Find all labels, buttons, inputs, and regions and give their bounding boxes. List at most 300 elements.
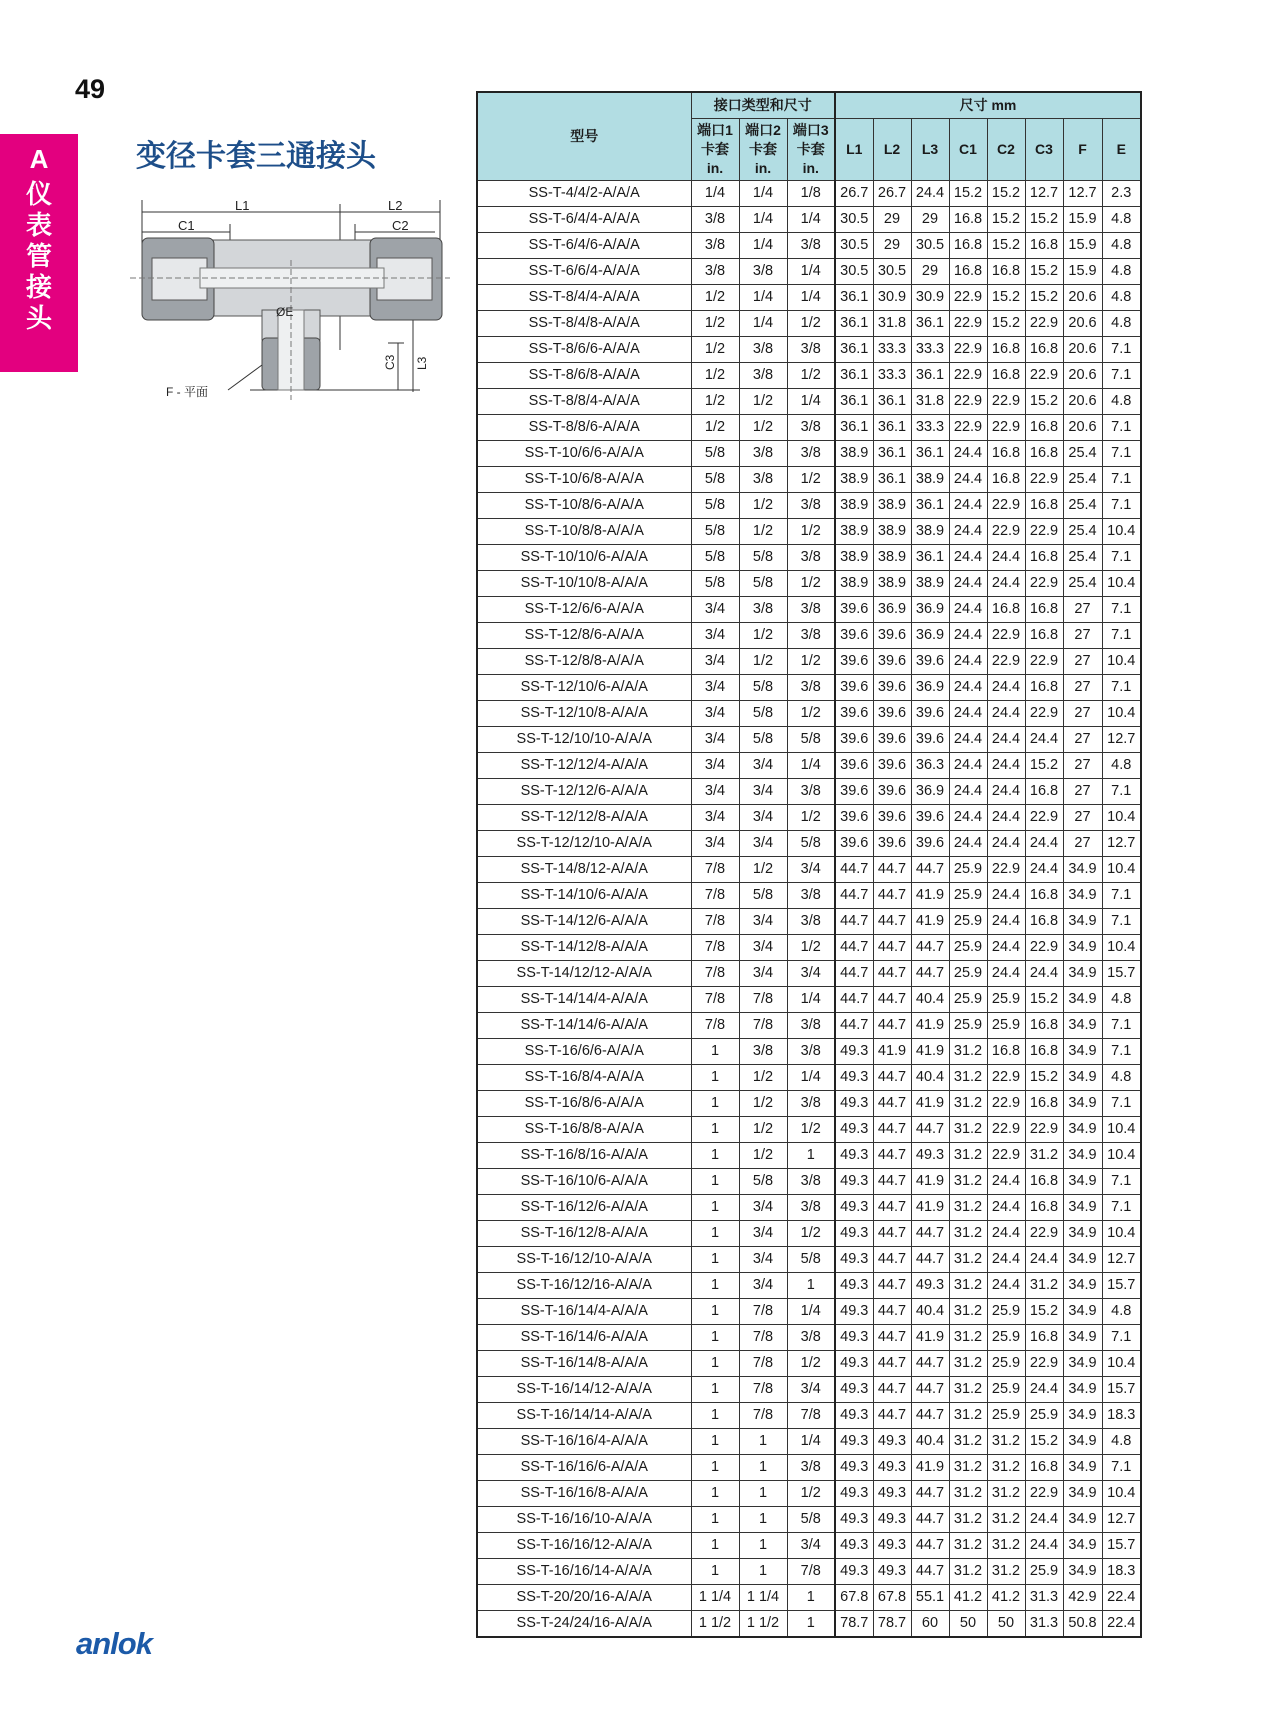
dimension-cell: 49.3 — [835, 1195, 873, 1221]
dimension-cell: 34.9 — [1063, 1533, 1102, 1559]
table-row — [477, 753, 1141, 779]
dimension-cell: 41.9 — [873, 1039, 911, 1065]
dimension-cell: 27 — [1063, 727, 1102, 753]
dimension-cell: 2.3 — [1102, 181, 1141, 207]
dimension-cell: 44.7 — [873, 987, 911, 1013]
port-header-unit: in. — [802, 160, 819, 176]
dimension-cell: 24.4 — [949, 467, 987, 493]
dimension-cell: 39.6 — [873, 649, 911, 675]
dimension-cell: 30.5 — [835, 259, 873, 285]
dimension-cell: 41.9 — [911, 1195, 949, 1221]
table-row — [477, 597, 1141, 623]
port-size-cell: 3/4 — [739, 1221, 787, 1247]
table-body — [477, 181, 1141, 1638]
dimension-cell: 16.8 — [1025, 597, 1063, 623]
port-size-cell: 3/4 — [691, 753, 739, 779]
port-header-type: 卡套 — [749, 141, 777, 157]
dimension-cell: 25.9 — [949, 1013, 987, 1039]
dimension-cell: 31.2 — [949, 1299, 987, 1325]
dimension-cell: 10.4 — [1102, 935, 1141, 961]
dimension-cell: 25.9 — [987, 1377, 1025, 1403]
table-row — [477, 1247, 1141, 1273]
dimension-cell: 36.9 — [873, 597, 911, 623]
dimension-cell: 44.7 — [835, 857, 873, 883]
port-size-cell: 5/8 — [739, 545, 787, 571]
dimension-cell: 12.7 — [1102, 831, 1141, 857]
model-header: 型号 — [477, 92, 691, 181]
port-header-3 — [787, 119, 835, 181]
dimension-cell: 22.9 — [949, 285, 987, 311]
table-row — [477, 1507, 1141, 1533]
dimension-cell: 26.7 — [873, 181, 911, 207]
dimension-cell: 41.9 — [911, 909, 949, 935]
port-size-cell: 1/2 — [787, 1351, 835, 1377]
port-size-cell: 1 — [691, 1481, 739, 1507]
dimension-cell: 31.2 — [949, 1065, 987, 1091]
dimension-cell: 25.9 — [987, 987, 1025, 1013]
port-size-cell: 5/8 — [691, 441, 739, 467]
port-size-cell: 7/8 — [739, 1013, 787, 1039]
dimension-cell: 44.7 — [835, 961, 873, 987]
dimension-cell: 25.9 — [987, 1299, 1025, 1325]
dimension-cell: 41.9 — [911, 1091, 949, 1117]
dimension-cell: 33.3 — [873, 363, 911, 389]
dimension-cell: 22.9 — [1025, 1351, 1063, 1377]
port-size-cell: 1 — [691, 1403, 739, 1429]
port-size-cell: 1/4 — [739, 311, 787, 337]
table-row — [477, 519, 1141, 545]
dimension-cell: 10.4 — [1102, 1117, 1141, 1143]
dimension-cell: 44.7 — [873, 1143, 911, 1169]
dimension-cell: 34.9 — [1063, 1299, 1102, 1325]
dimension-cell: 16.8 — [1025, 1325, 1063, 1351]
dimension-cell: 44.7 — [911, 1403, 949, 1429]
dimension-cell: 30.9 — [911, 285, 949, 311]
port-size-cell: 7/8 — [691, 987, 739, 1013]
dimension-cell: 34.9 — [1063, 1403, 1102, 1429]
dimension-cell: 24.4 — [987, 675, 1025, 701]
model-cell: SS-T-14/12/8-A/A/A — [477, 935, 691, 961]
model-cell: SS-T-8/4/8-A/A/A — [477, 311, 691, 337]
table-row — [477, 1429, 1141, 1455]
dimension-cell: 4.8 — [1102, 311, 1141, 337]
model-cell: SS-T-8/6/6-A/A/A — [477, 337, 691, 363]
dimension-cell: 4.8 — [1102, 753, 1141, 779]
label-L2: L2 — [388, 200, 403, 213]
dimension-cell: 39.6 — [873, 701, 911, 727]
dimension-cell: 31.2 — [949, 1403, 987, 1429]
dimension-cell: 34.9 — [1063, 857, 1102, 883]
dimension-cell: 49.3 — [835, 1273, 873, 1299]
table-row — [477, 1221, 1141, 1247]
dimension-cell: 49.3 — [835, 1429, 873, 1455]
port-size-cell: 1 — [691, 1377, 739, 1403]
port-size-cell: 3/8 — [787, 415, 835, 441]
dimension-cell: 7.1 — [1102, 675, 1141, 701]
dimension-cell: 44.7 — [873, 1299, 911, 1325]
dim-header-c1: C1 — [949, 119, 987, 181]
dimension-cell: 26.7 — [835, 181, 873, 207]
port-size-cell: 5/8 — [691, 519, 739, 545]
dimension-cell: 16.8 — [1025, 415, 1063, 441]
dimension-cell: 25.9 — [987, 1013, 1025, 1039]
dimension-cell: 31.2 — [949, 1559, 987, 1585]
dimension-cell: 7.1 — [1102, 1455, 1141, 1481]
table-row — [477, 1091, 1141, 1117]
model-cell: SS-T-10/10/6-A/A/A — [477, 545, 691, 571]
model-cell: SS-T-8/8/6-A/A/A — [477, 415, 691, 441]
port-size-cell: 1/2 — [739, 415, 787, 441]
model-cell: SS-T-16/6/6-A/A/A — [477, 1039, 691, 1065]
port-size-cell: 1/4 — [787, 987, 835, 1013]
label-E: ØE — [276, 305, 294, 319]
dimension-cell: 41.9 — [911, 883, 949, 909]
port-size-cell: 1/2 — [691, 311, 739, 337]
port-size-cell: 1 — [691, 1455, 739, 1481]
dimension-cell: 24.4 — [987, 961, 1025, 987]
port-size-cell: 1/2 — [739, 1117, 787, 1143]
dimension-cell: 12.7 — [1102, 1247, 1141, 1273]
port-size-cell: 1 — [739, 1533, 787, 1559]
dimension-cell: 34.9 — [1063, 987, 1102, 1013]
dimension-cell: 44.7 — [873, 1117, 911, 1143]
dimension-cell: 16.8 — [987, 597, 1025, 623]
port-size-cell: 3/8 — [787, 1039, 835, 1065]
port-size-cell: 3/4 — [787, 961, 835, 987]
dimension-cell: 44.7 — [873, 883, 911, 909]
model-cell: SS-T-10/8/8-A/A/A — [477, 519, 691, 545]
dimension-cell: 16.8 — [1025, 779, 1063, 805]
port-size-cell: 1 — [691, 1299, 739, 1325]
dimension-cell: 49.3 — [835, 1377, 873, 1403]
dimension-cell: 27 — [1063, 805, 1102, 831]
port-size-cell: 1/2 — [787, 1221, 835, 1247]
dimension-cell: 39.6 — [873, 675, 911, 701]
dimension-cell: 31.2 — [949, 1533, 987, 1559]
port-size-cell: 1 — [691, 1325, 739, 1351]
port-size-cell: 1/4 — [787, 753, 835, 779]
dimension-cell: 34.9 — [1063, 1429, 1102, 1455]
dimension-cell: 16.8 — [949, 207, 987, 233]
dimension-cell: 49.3 — [835, 1117, 873, 1143]
port-size-cell: 1 — [787, 1611, 835, 1638]
port-size-cell: 1/4 — [691, 181, 739, 207]
table-row — [477, 311, 1141, 337]
port-header-name: 端口3 — [792, 122, 829, 138]
port-size-cell: 5/8 — [787, 1247, 835, 1273]
fitting-drawing — [130, 200, 450, 440]
dimension-cell: 34.9 — [1063, 1039, 1102, 1065]
port-size-cell: 1 — [691, 1221, 739, 1247]
dimension-cell: 38.9 — [911, 571, 949, 597]
port-size-cell: 1 — [691, 1065, 739, 1091]
table-row — [477, 935, 1141, 961]
port-size-cell: 1/4 — [787, 207, 835, 233]
dimension-cell: 31.2 — [949, 1221, 987, 1247]
dimension-cell: 7.1 — [1102, 363, 1141, 389]
table-row — [477, 1195, 1141, 1221]
table-row — [477, 571, 1141, 597]
dimension-cell: 25.4 — [1063, 441, 1102, 467]
dimension-cell: 40.4 — [911, 987, 949, 1013]
dimension-cell: 22.9 — [1025, 701, 1063, 727]
dimension-cell: 39.6 — [911, 831, 949, 857]
dimension-cell: 24.4 — [949, 831, 987, 857]
dimension-cell: 15.2 — [1025, 285, 1063, 311]
table-row — [477, 233, 1141, 259]
port-size-cell: 3/8 — [739, 337, 787, 363]
dimension-cell: 34.9 — [1063, 1065, 1102, 1091]
dimension-cell: 34.9 — [1063, 1143, 1102, 1169]
model-cell: SS-T-16/16/8-A/A/A — [477, 1481, 691, 1507]
port-header-2 — [739, 119, 787, 181]
dimension-cell: 25.9 — [949, 857, 987, 883]
dimension-cell: 31.2 — [949, 1143, 987, 1169]
dimension-cell: 15.2 — [987, 181, 1025, 207]
dimension-cell: 24.4 — [1025, 857, 1063, 883]
dimension-cell: 39.6 — [835, 831, 873, 857]
table-row — [477, 805, 1141, 831]
dimension-cell: 15.2 — [1025, 207, 1063, 233]
dimension-cell: 36.9 — [911, 779, 949, 805]
dimension-cell: 30.9 — [873, 285, 911, 311]
port-size-cell: 1/2 — [739, 1091, 787, 1117]
port-group-header: 接口类型和尺寸 — [691, 92, 835, 119]
port-size-cell: 7/8 — [787, 1559, 835, 1585]
port-size-cell: 1/2 — [787, 1481, 835, 1507]
dimension-cell: 44.7 — [911, 1351, 949, 1377]
port-size-cell: 1 — [691, 1143, 739, 1169]
port-size-cell: 3/8 — [787, 623, 835, 649]
dimension-cell: 22.9 — [949, 415, 987, 441]
table-row — [477, 415, 1141, 441]
dimension-cell: 25.4 — [1063, 571, 1102, 597]
dimension-cell: 24.4 — [987, 701, 1025, 727]
dimension-cell: 36.1 — [911, 441, 949, 467]
dimension-cell: 36.1 — [911, 363, 949, 389]
port-size-cell: 1/4 — [739, 207, 787, 233]
dimension-cell: 31.2 — [1025, 1273, 1063, 1299]
port-size-cell: 3/4 — [787, 1377, 835, 1403]
dimension-cell: 22.9 — [987, 493, 1025, 519]
dimension-cell: 39.6 — [835, 701, 873, 727]
port-size-cell: 1/4 — [739, 285, 787, 311]
port-size-cell: 5/8 — [691, 493, 739, 519]
model-cell: SS-T-16/14/14-A/A/A — [477, 1403, 691, 1429]
dimension-cell: 31.2 — [949, 1377, 987, 1403]
dimension-cell: 25.9 — [949, 935, 987, 961]
dimension-cell: 25.4 — [1063, 493, 1102, 519]
port-size-cell: 3/8 — [787, 597, 835, 623]
port-size-cell: 3/8 — [739, 1039, 787, 1065]
port-size-cell: 7/8 — [691, 909, 739, 935]
dim-header-l3: L3 — [911, 119, 949, 181]
port-header-1 — [691, 119, 739, 181]
dimension-cell: 15.2 — [1025, 1299, 1063, 1325]
label-C1: C1 — [178, 218, 195, 233]
model-cell: SS-T-10/6/6-A/A/A — [477, 441, 691, 467]
label-C2: C2 — [392, 218, 409, 233]
dimension-cell: 31.2 — [949, 1195, 987, 1221]
dimension-cell: 7.1 — [1102, 1195, 1141, 1221]
dimension-cell: 24.4 — [949, 779, 987, 805]
dimension-cell: 40.4 — [911, 1065, 949, 1091]
dimension-cell: 38.9 — [835, 519, 873, 545]
dimension-cell: 44.7 — [835, 935, 873, 961]
dimension-cell: 12.7 — [1102, 1507, 1141, 1533]
table-row — [477, 1117, 1141, 1143]
dimension-cell: 24.4 — [1025, 1507, 1063, 1533]
dimension-cell: 34.9 — [1063, 1247, 1102, 1273]
port-size-cell: 1 — [787, 1143, 835, 1169]
dimension-cell: 36.1 — [873, 415, 911, 441]
dimension-cell: 34.9 — [1063, 1377, 1102, 1403]
dimension-cell: 39.6 — [873, 727, 911, 753]
model-cell: SS-T-16/16/14-A/A/A — [477, 1559, 691, 1585]
port-size-cell: 3/8 — [787, 1195, 835, 1221]
dimension-cell: 27 — [1063, 831, 1102, 857]
port-size-cell: 1/2 — [739, 857, 787, 883]
dimension-cell: 22.9 — [1025, 805, 1063, 831]
dimension-cell: 24.4 — [949, 545, 987, 571]
dimension-cell: 31.2 — [949, 1039, 987, 1065]
dimension-cell: 15.2 — [949, 181, 987, 207]
port-size-cell: 3/4 — [691, 623, 739, 649]
dimension-cell: 25.9 — [987, 1325, 1025, 1351]
dim-header-l1: L1 — [835, 119, 873, 181]
dimension-cell: 38.9 — [835, 571, 873, 597]
dimension-cell: 7.1 — [1102, 545, 1141, 571]
dimension-cell: 44.7 — [835, 883, 873, 909]
dimension-cell: 24.4 — [949, 805, 987, 831]
port-size-cell: 3/8 — [787, 779, 835, 805]
dimension-cell: 31.2 — [987, 1559, 1025, 1585]
dimension-cell: 4.8 — [1102, 207, 1141, 233]
port-size-cell: 1/4 — [787, 1299, 835, 1325]
dimension-cell: 20.6 — [1063, 415, 1102, 441]
table-row — [477, 779, 1141, 805]
dimension-cell: 22.9 — [987, 1143, 1025, 1169]
port-size-cell: 3/4 — [739, 753, 787, 779]
dimension-cell: 31.2 — [949, 1117, 987, 1143]
port-size-cell: 1/2 — [787, 467, 835, 493]
dimension-cell: 24.4 — [987, 1221, 1025, 1247]
dimension-cell: 36.1 — [873, 467, 911, 493]
dimension-cell: 38.9 — [911, 519, 949, 545]
port-size-cell: 3/8 — [787, 675, 835, 701]
table-row — [477, 1143, 1141, 1169]
dimension-cell: 27 — [1063, 675, 1102, 701]
port-size-cell: 1 — [739, 1429, 787, 1455]
dimension-cell: 36.9 — [911, 597, 949, 623]
dimension-cell: 49.3 — [835, 1481, 873, 1507]
dimension-cell: 15.9 — [1063, 259, 1102, 285]
port-size-cell: 7/8 — [691, 935, 739, 961]
dimension-cell: 49.3 — [835, 1039, 873, 1065]
table-row — [477, 363, 1141, 389]
port-size-cell: 7/8 — [739, 1403, 787, 1429]
model-cell: SS-T-12/8/6-A/A/A — [477, 623, 691, 649]
dimension-cell: 16.8 — [987, 337, 1025, 363]
port-size-cell: 1/2 — [691, 389, 739, 415]
dimension-cell: 22.9 — [1025, 1481, 1063, 1507]
port-size-cell: 3/8 — [739, 259, 787, 285]
dimension-cell: 38.9 — [835, 545, 873, 571]
model-cell: SS-T-16/8/4-A/A/A — [477, 1065, 691, 1091]
dimension-cell: 20.6 — [1063, 389, 1102, 415]
table-row — [477, 1585, 1141, 1611]
port-size-cell: 3/8 — [739, 441, 787, 467]
dimension-cell: 7.1 — [1102, 1039, 1141, 1065]
model-cell: SS-T-16/16/4-A/A/A — [477, 1429, 691, 1455]
dimension-cell: 7.1 — [1102, 467, 1141, 493]
dimension-cell: 7.1 — [1102, 779, 1141, 805]
dimension-cell: 16.8 — [949, 233, 987, 259]
model-cell: SS-T-14/12/12-A/A/A — [477, 961, 691, 987]
dimension-cell: 24.4 — [1025, 961, 1063, 987]
dimension-cell: 15.7 — [1102, 1533, 1141, 1559]
dimension-cell: 33.3 — [911, 337, 949, 363]
dimension-cell: 24.4 — [949, 623, 987, 649]
dimension-cell: 44.7 — [911, 1247, 949, 1273]
dimension-cell: 44.7 — [873, 1065, 911, 1091]
dimension-cell: 22.9 — [987, 1065, 1025, 1091]
dimension-cell: 31.2 — [987, 1455, 1025, 1481]
dimension-cell: 16.8 — [1025, 545, 1063, 571]
dimension-cell: 27 — [1063, 623, 1102, 649]
dimension-cell: 39.6 — [873, 623, 911, 649]
dimension-cell: 49.3 — [873, 1455, 911, 1481]
dimension-cell: 40.4 — [911, 1429, 949, 1455]
dimension-cell: 34.9 — [1063, 883, 1102, 909]
dimension-cell: 15.9 — [1063, 207, 1102, 233]
dimension-cell: 16.8 — [1025, 233, 1063, 259]
dimension-cell: 55.1 — [911, 1585, 949, 1611]
dimension-cell: 16.8 — [987, 363, 1025, 389]
port-size-cell: 3/8 — [787, 1455, 835, 1481]
dimension-cell: 22.9 — [949, 363, 987, 389]
port-size-cell: 3/8 — [691, 233, 739, 259]
dimension-cell: 44.7 — [873, 1195, 911, 1221]
port-size-cell: 1/2 — [691, 285, 739, 311]
dimension-cell: 29 — [911, 259, 949, 285]
dimension-cell: 15.2 — [1025, 753, 1063, 779]
model-cell: SS-T-24/24/16-A/A/A — [477, 1611, 691, 1638]
dimension-cell: 24.4 — [987, 753, 1025, 779]
specification-table — [476, 91, 1142, 1638]
port-size-cell: 3/8 — [787, 493, 835, 519]
model-cell: SS-T-6/4/6-A/A/A — [477, 233, 691, 259]
dimension-cell: 10.4 — [1102, 519, 1141, 545]
dimension-cell: 10.4 — [1102, 571, 1141, 597]
dimension-cell: 31.2 — [949, 1247, 987, 1273]
table-row — [477, 1611, 1141, 1638]
model-cell: SS-T-12/12/4-A/A/A — [477, 753, 691, 779]
dimension-cell: 22.9 — [987, 857, 1025, 883]
port-size-cell: 3/4 — [739, 805, 787, 831]
dimension-cell: 34.9 — [1063, 1195, 1102, 1221]
dimension-cell: 24.4 — [987, 1169, 1025, 1195]
port-size-cell: 3/4 — [739, 1273, 787, 1299]
port-header-unit: in. — [706, 160, 724, 176]
table-row — [477, 649, 1141, 675]
dimension-cell: 15.2 — [987, 233, 1025, 259]
port-size-cell: 1/4 — [739, 181, 787, 207]
dimension-cell: 44.7 — [911, 1221, 949, 1247]
port-size-cell: 1/4 — [739, 233, 787, 259]
port-size-cell: 1/2 — [691, 337, 739, 363]
port-size-cell: 3/8 — [787, 1091, 835, 1117]
